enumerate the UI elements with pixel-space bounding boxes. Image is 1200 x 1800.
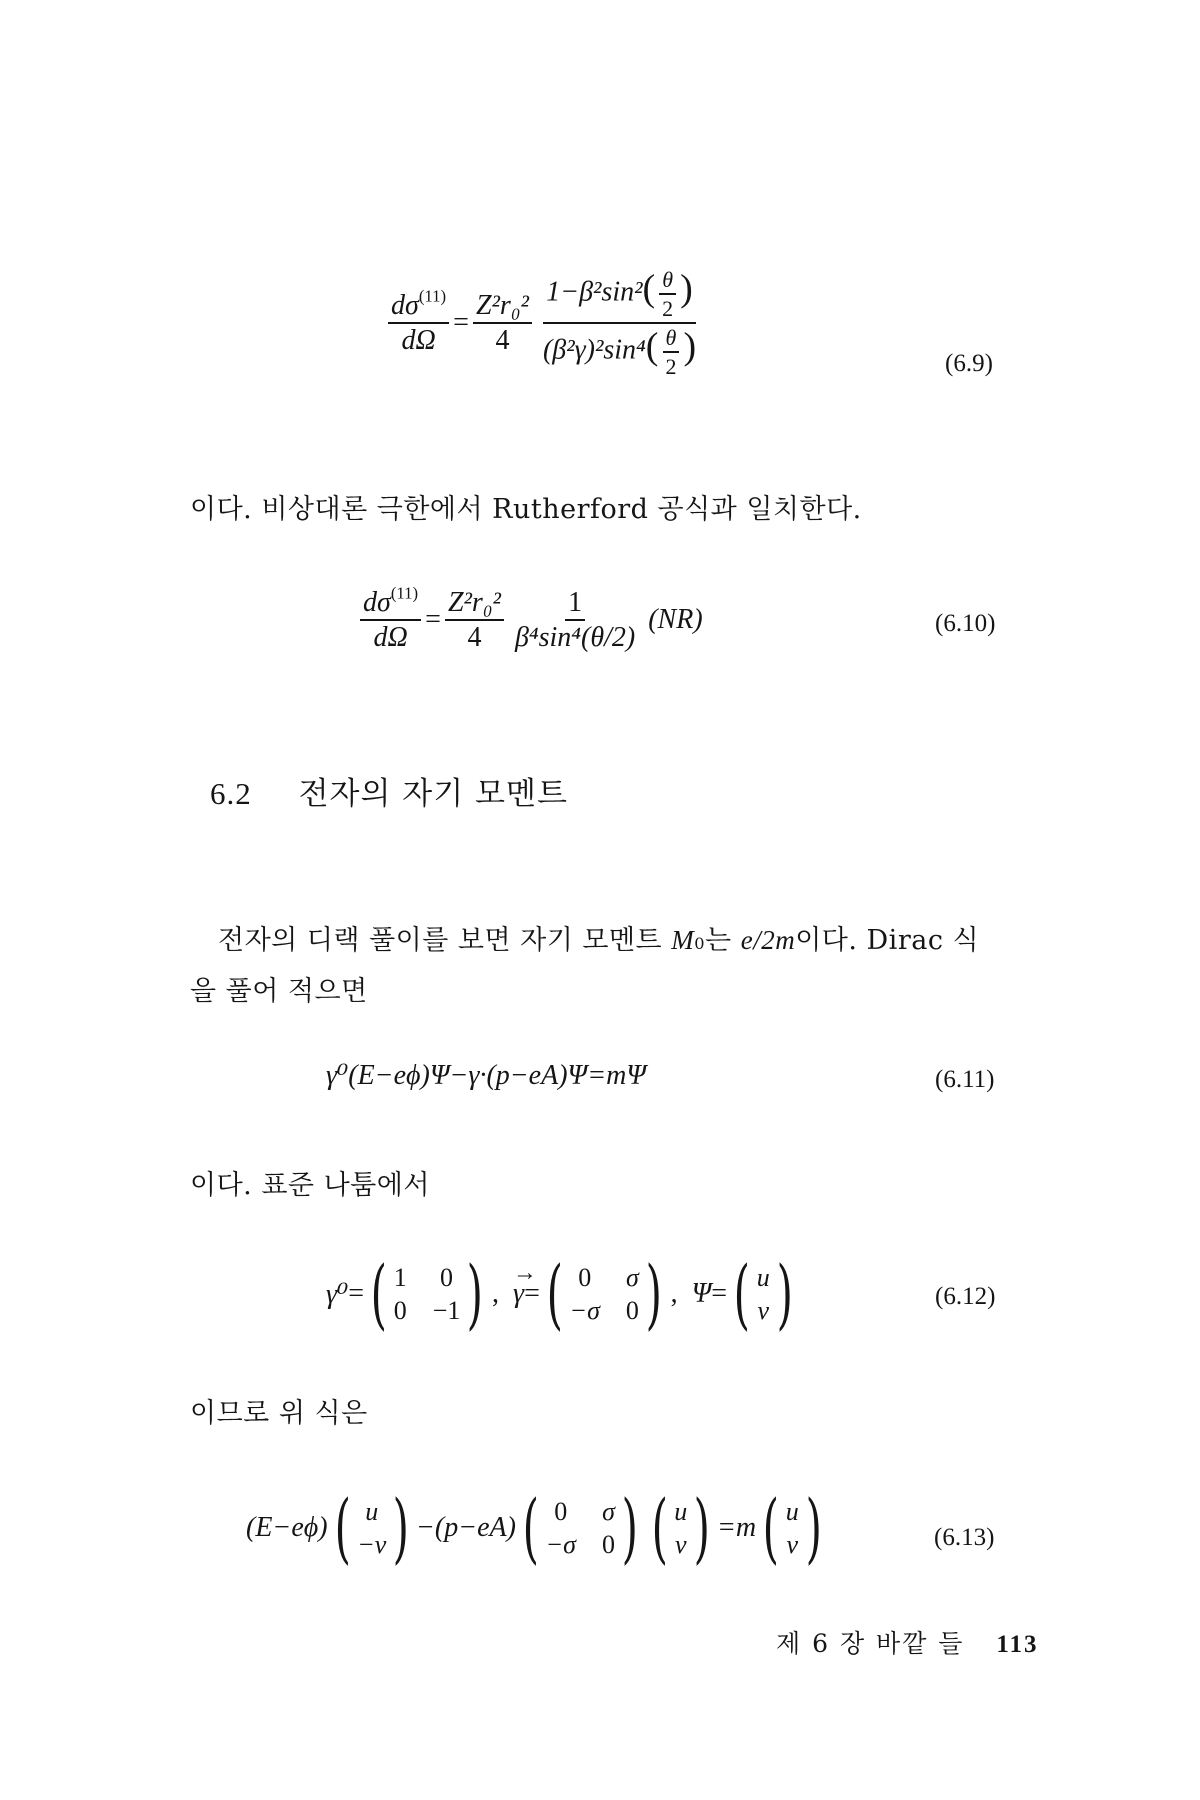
eq-6-13-rhs: =m xyxy=(716,1512,757,1543)
eq-6-12-vector: ( u v ) xyxy=(733,1249,793,1338)
eq-6-12-psi: Ψ xyxy=(691,1278,712,1309)
eq-6-12-matrix-2: ( 0 σ −σ 0 ) xyxy=(546,1249,662,1338)
equation-number-6-9: (6.9) xyxy=(945,350,993,377)
text-line-standard-representation: 이다. 표준 나툼에서 xyxy=(190,1170,430,1201)
equation-6-13 xyxy=(246,1483,828,1572)
eq-6-13-matrix: ( 0 σ −σ 0 ) xyxy=(522,1483,638,1572)
equation-6-10: $\frac{d\sigma^{(11)}}{d\Omega}$ = $\frac{\text{Z²r₀²}}{4}$ $\frac{1}{\text{β⁴sin⁴(θ/2)}}$ (NR) xyxy=(356,588,703,653)
eq-6-12-gamma-vector: → γ xyxy=(513,1278,524,1310)
eq-6-10-fraction: $\frac{1}{\text{β⁴sin⁴(θ/2)}}$ xyxy=(514,587,636,654)
paragraph-line-2: 을 풀어 적으면 xyxy=(190,976,368,1007)
eq-6-12-gamma0: γ⁰ xyxy=(326,1279,349,1310)
eq-6-10-tag: (NR) xyxy=(648,604,703,636)
eq-6-13-middle: −(p−eA) xyxy=(415,1512,516,1543)
equation-number-6-11: (6.11) xyxy=(935,1066,995,1093)
equation-6-9: $\frac{d\sigma^{(11)}}{d\Omega}$ = $\frac{\text{Z²r₀²}}{4}$ 1−β²sin²( $\frac{\theta}{2}$ ) (β²γ)²sin⁴( $\frac{\theta}{2}$ ) xyxy=(384,268,703,378)
footer-chapter: 제 6 장 바깥 들 xyxy=(776,1629,965,1658)
eq-6-10-coefficient: $\frac{\text{Z²r₀²}}{4}$ xyxy=(445,588,504,653)
eq-6-9-main-fraction: 1−β²sin²( $\frac{\theta}{2}$ ) (β²γ)²sin⁴( $\frac{\theta}{2}$ ) xyxy=(542,267,697,380)
eq-6-13-prefix: (E−eϕ) xyxy=(246,1512,328,1543)
equation-6-11: γ⁰(E−eϕ)Ψ−γ·(p−eA)Ψ=mΨ xyxy=(326,1060,647,1091)
page-footer xyxy=(776,1624,1039,1660)
eq-6-9-coefficient: $\frac{\text{Z²r₀²}}{4}$ xyxy=(473,291,532,356)
section-title: 전자의 자기 모멘트 xyxy=(298,776,568,812)
section-heading xyxy=(210,768,568,813)
eq-6-9-lhs: $\frac{d\sigma^{(11)}}{d\Omega}$ xyxy=(388,291,449,356)
eq-6-13-vector-2: ( u v ) xyxy=(651,1483,711,1572)
text-line-rutherford: 이다. 비상대론 극한에서 Rutherford 공식과 일치한다. xyxy=(190,494,862,525)
eq-6-10-lhs: $\frac{d\sigma^{(11)}}{d\Omega}$ xyxy=(360,588,421,653)
page-number: 113 xyxy=(996,1631,1039,1658)
eq-6-13-vector-1: ( u −v ) xyxy=(334,1483,410,1572)
eq-6-13-vector-3: ( u v ) xyxy=(762,1483,822,1572)
equation-number-6-12: (6.12) xyxy=(935,1283,996,1310)
text-line-therefore: 이므로 위 식은 xyxy=(190,1398,368,1429)
eq-6-12-matrix-1: ( 1 0 0 −1 ) xyxy=(370,1249,484,1338)
paragraph-line-1: 전자의 디랙 풀이를 보면 자기 모멘트 M0는 e/2m이다. Dirac 식 xyxy=(218,925,980,956)
equation-number-6-10: (6.10) xyxy=(935,610,996,637)
section-number: 6.2 xyxy=(210,776,252,811)
equation-number-6-13: (6.13) xyxy=(934,1524,995,1551)
equation-6-12: γ⁰ = ( 1 0 0 −1 ) , → γ = ( 0 σ −σ 0 ) , Ψ = ( u v ) xyxy=(326,1256,799,1332)
